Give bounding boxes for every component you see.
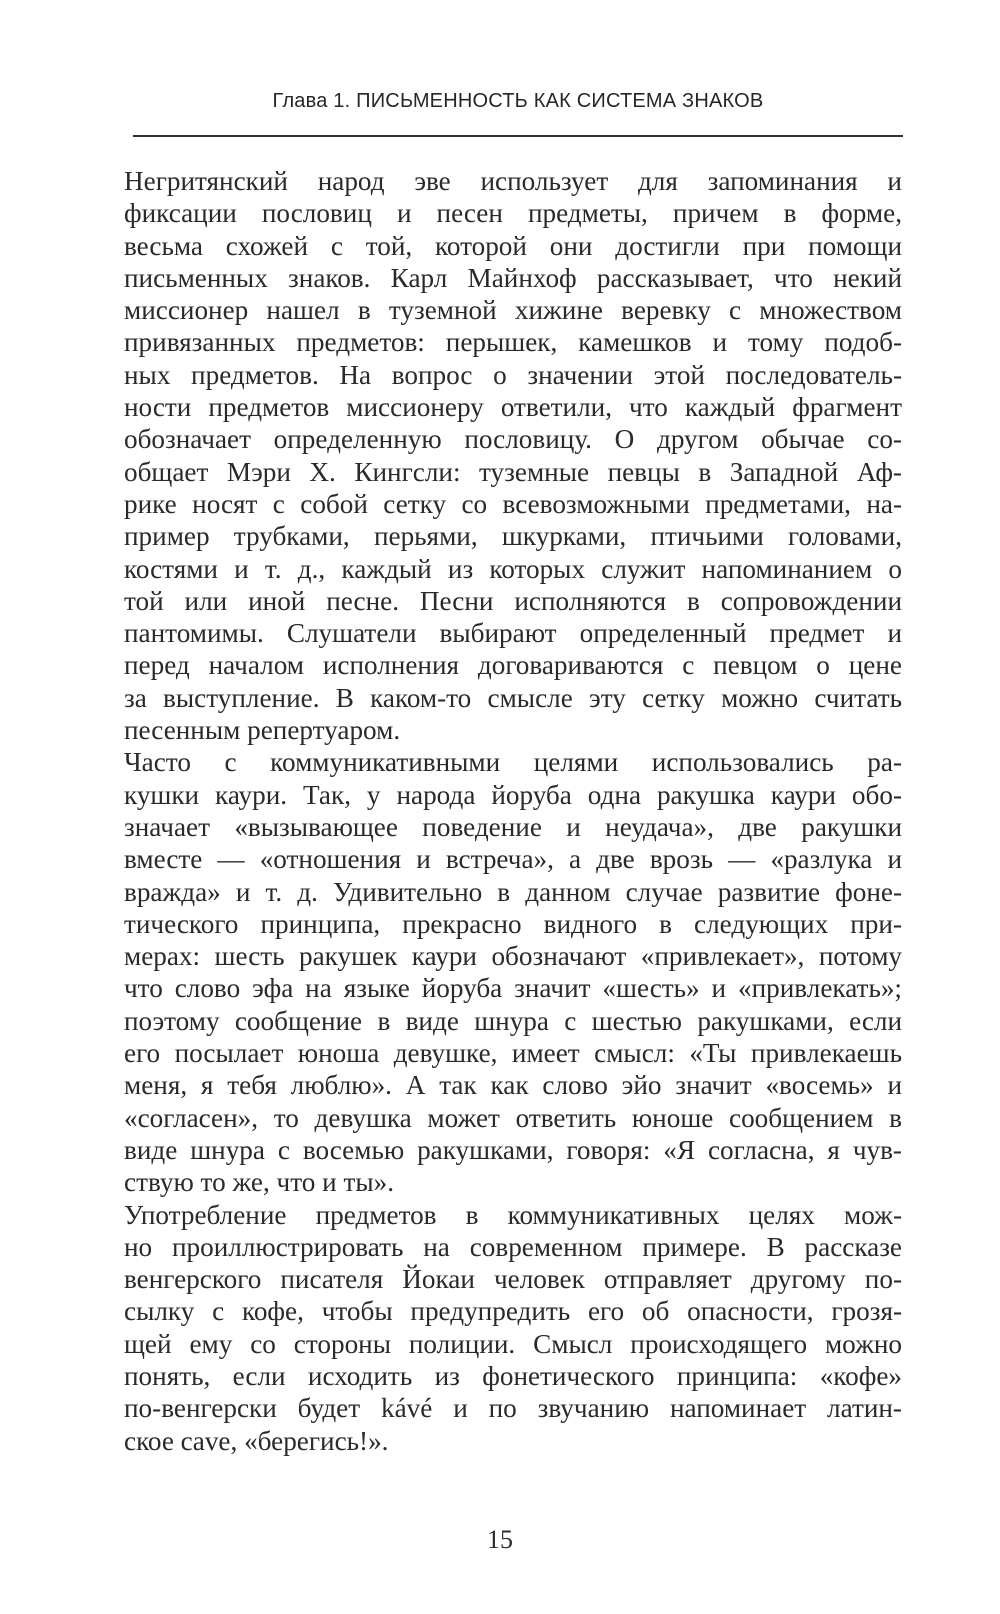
text-line: миссионер нашел в туземной хижине веревку с множеством xyxy=(124,295,902,326)
paragraph-1 xyxy=(80,165,902,746)
text-line: вместе — «отношения и встреча», а две врозь — «разлука и xyxy=(124,844,902,875)
text-line: что слово эфа на языке йоруба значит «шесть» и «привлекать»; xyxy=(124,973,902,1004)
text-line: костями и т. д., каждый из которых служит напоминанием о xyxy=(124,553,902,584)
text-line: но проиллюстрировать на современном примере. В рассказе xyxy=(124,1231,902,1262)
text-line: мерах: шесть ракушек каури обозначают «привлекает», потому xyxy=(124,941,902,972)
text-line: значает «вызывающее поведение и неудача», две ракушки xyxy=(124,811,902,842)
page-number: 15 xyxy=(487,1525,513,1554)
text-line: Употребление предметов в коммуникативных целях мож- xyxy=(124,1199,902,1230)
text-line: сылку с кофе, чтобы предупредить его об опасности, грозя- xyxy=(124,1296,902,1327)
text-line: за выступление. В каком-то смысле эту сетку можно считать xyxy=(124,682,902,713)
text-line: ствую то же, что и ты». xyxy=(124,1167,395,1198)
text-line: виде шнура с восемью ракушками, говоря: «Я согласна, я чув- xyxy=(124,1134,902,1165)
text-line: понять, если исходить из фонетического принципа: «кофе» xyxy=(124,1360,902,1391)
text-line: Часто с коммуникативными целями использовались ра- xyxy=(124,747,902,778)
text-line: ское cave, «берегись!». xyxy=(124,1425,389,1456)
text-line: той или иной песне. Песни исполняются в сопровождении xyxy=(124,585,902,616)
text-line: фиксации пословиц и песен предметы, причем в форме, xyxy=(124,198,902,229)
body-text xyxy=(80,165,902,1457)
text-line: «согласен», то девушка может ответить юноше сообщением в xyxy=(124,1102,902,1133)
header-rule xyxy=(133,135,903,137)
text-line: общает Мэри Х. Кингсли: туземные певцы в Западной Аф- xyxy=(124,456,902,487)
text-line: по-венгерски будет kávé и по звучанию напоминает латин- xyxy=(124,1393,902,1424)
text-line: венгерского писателя Йокаи человек отправляет другому по- xyxy=(124,1264,902,1295)
text-line: обозначает определенную пословицу. О другом обычае со- xyxy=(124,424,902,455)
text-line: поэтому сообщение в виде шнура с шестью ракушками, если xyxy=(124,1005,902,1036)
text-line: Негритянский народ эве использует для запоминания и xyxy=(124,166,902,196)
text-line: тического принципа, прекрасно видного в следующих при- xyxy=(124,908,902,939)
text-line: ности предметов миссионеру ответили, что каждый фрагмент xyxy=(124,392,902,423)
paragraph-3 xyxy=(80,1199,902,1457)
paragraph-2 xyxy=(80,746,902,1198)
text-line: пример трубками, перьями, шкурками, птичьими головами, xyxy=(124,521,902,552)
text-line: пантомимы. Слушатели выбирают определенный предмет и xyxy=(124,618,902,649)
text-line: его посылает юноша девушке, имеет смысл: «Ты привлекаешь xyxy=(124,1038,902,1069)
text-line: ных предметов. На вопрос о значении этой последователь- xyxy=(124,359,902,390)
text-line: кушки каури. Так, у народа йоруба одна ракушка каури обо- xyxy=(124,779,902,810)
text-line: весьма схожей с той, которой они достигли при помощи xyxy=(124,230,902,261)
text-line: привязанных предметов: перышек, камешков и тому подоб- xyxy=(124,327,902,358)
text-line: щей ему со стороны полиции. Смысл происходящего можно xyxy=(124,1328,902,1359)
text-line: рике носят с собой сетку со всевозможными предметами, на- xyxy=(124,488,902,519)
text-line: перед началом исполнения договариваются с певцом о цене xyxy=(124,650,902,681)
running-head-title: Глава 1. ПИСЬМЕННОСТЬ КАК СИСТЕМА ЗНАКОВ xyxy=(272,90,764,112)
text-line: меня, я тебя люблю». А так как слово эйо значит «восемь» и xyxy=(124,1070,902,1101)
text-line: письменных знаков. Карл Майнхоф рассказывает, что некий xyxy=(124,262,902,293)
text-line: песенным репертуаром. xyxy=(124,715,401,746)
text-line: вражда» и т. д. Удивительно в данном случае развитие фоне- xyxy=(124,876,902,907)
